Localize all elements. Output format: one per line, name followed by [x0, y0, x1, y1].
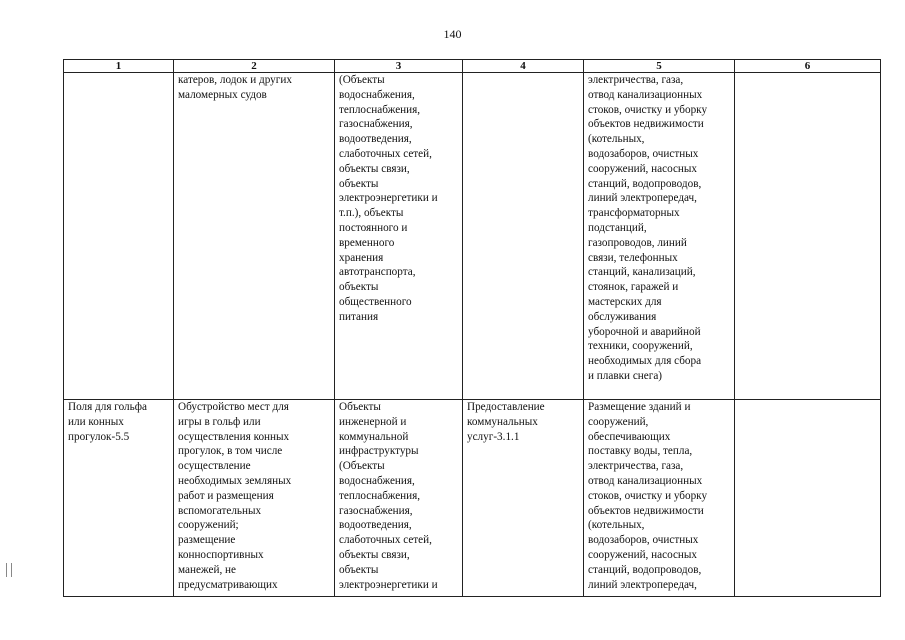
page-number: 140 — [443, 27, 462, 41]
land-use-table — [63, 59, 881, 597]
table-cell — [64, 73, 174, 400]
cell-text: Поля для гольфа или конных прогулок-5.5 — [68, 401, 147, 443]
column-header-6: 6 — [735, 60, 881, 73]
cell-text: электричества, газа, отвод канализационных стоков, очистку и уборку объектов недвижимости (котельных, водозаборов, очистных сооружений, насосных станций, водопроводов, линий электропередач, трансформаторных подстанций, газопроводов, линий связи, телефонных станций, канализаций, стоянок, гаражей и мастерских для обслуживания уборочной и аварийной техники, сооружений, необходимых для сбора и плавки снега) — [588, 74, 708, 382]
cell-text: Объекты инженерной и коммунальной инфраструктуры (Объекты водоснабжения, теплоснабжения, газоснабжения, водоотведения, слаботочных сетей, объекты связи, объекты электроэнергетики и — [339, 401, 438, 591]
table-row — [64, 400, 881, 597]
table-cell — [735, 73, 881, 400]
cell-text: Обустройство мест для игры в гольф или осуществления конных прогулок, в том числе осуществление необходимых земляных работ и размещения вспомогательных сооружений; размещение конноспортивных манежей, не предусматривающих — [178, 401, 292, 591]
table-cell — [584, 73, 735, 400]
table-cell — [584, 400, 735, 597]
table-cell — [735, 400, 881, 597]
table-cell — [463, 400, 584, 597]
cell-text: катеров, лодок и других маломерных судов — [178, 74, 292, 101]
table-header-row — [64, 60, 881, 73]
table-row — [64, 73, 881, 400]
column-header-5: 5 — [584, 60, 735, 73]
table-cell — [174, 73, 335, 400]
column-header-4: 4 — [463, 60, 584, 73]
column-header-1: 1 — [64, 60, 174, 73]
cell-text: Предоставление коммунальных услуг-3.1.1 — [467, 401, 545, 443]
table-cell — [335, 400, 463, 597]
table-cell — [335, 73, 463, 400]
cell-text: (Объекты водоснабжения, теплоснабжения, газоснабжения, водоотведения, слаботочных сетей, объекты связи, объекты электроэнергетики и т.п.), объекты постоянного и временного хранения автотранспорта, объекты общественного питания — [339, 74, 438, 323]
table-cell — [64, 400, 174, 597]
table-cell — [463, 73, 584, 400]
column-header-2: 2 — [174, 60, 335, 73]
column-header-3: 3 — [335, 60, 463, 73]
scan-edge-mark — [6, 563, 12, 577]
cell-text: Размещение зданий и сооружений, обеспечивающих поставку воды, тепла, электричества, газа, отвод канализационных стоков, очистку и уборку объектов недвижимости (котельных, водозаборов, очистных сооружений, насосных станций, водопроводов, линий электропередач, — [588, 401, 708, 591]
table-cell — [174, 400, 335, 597]
